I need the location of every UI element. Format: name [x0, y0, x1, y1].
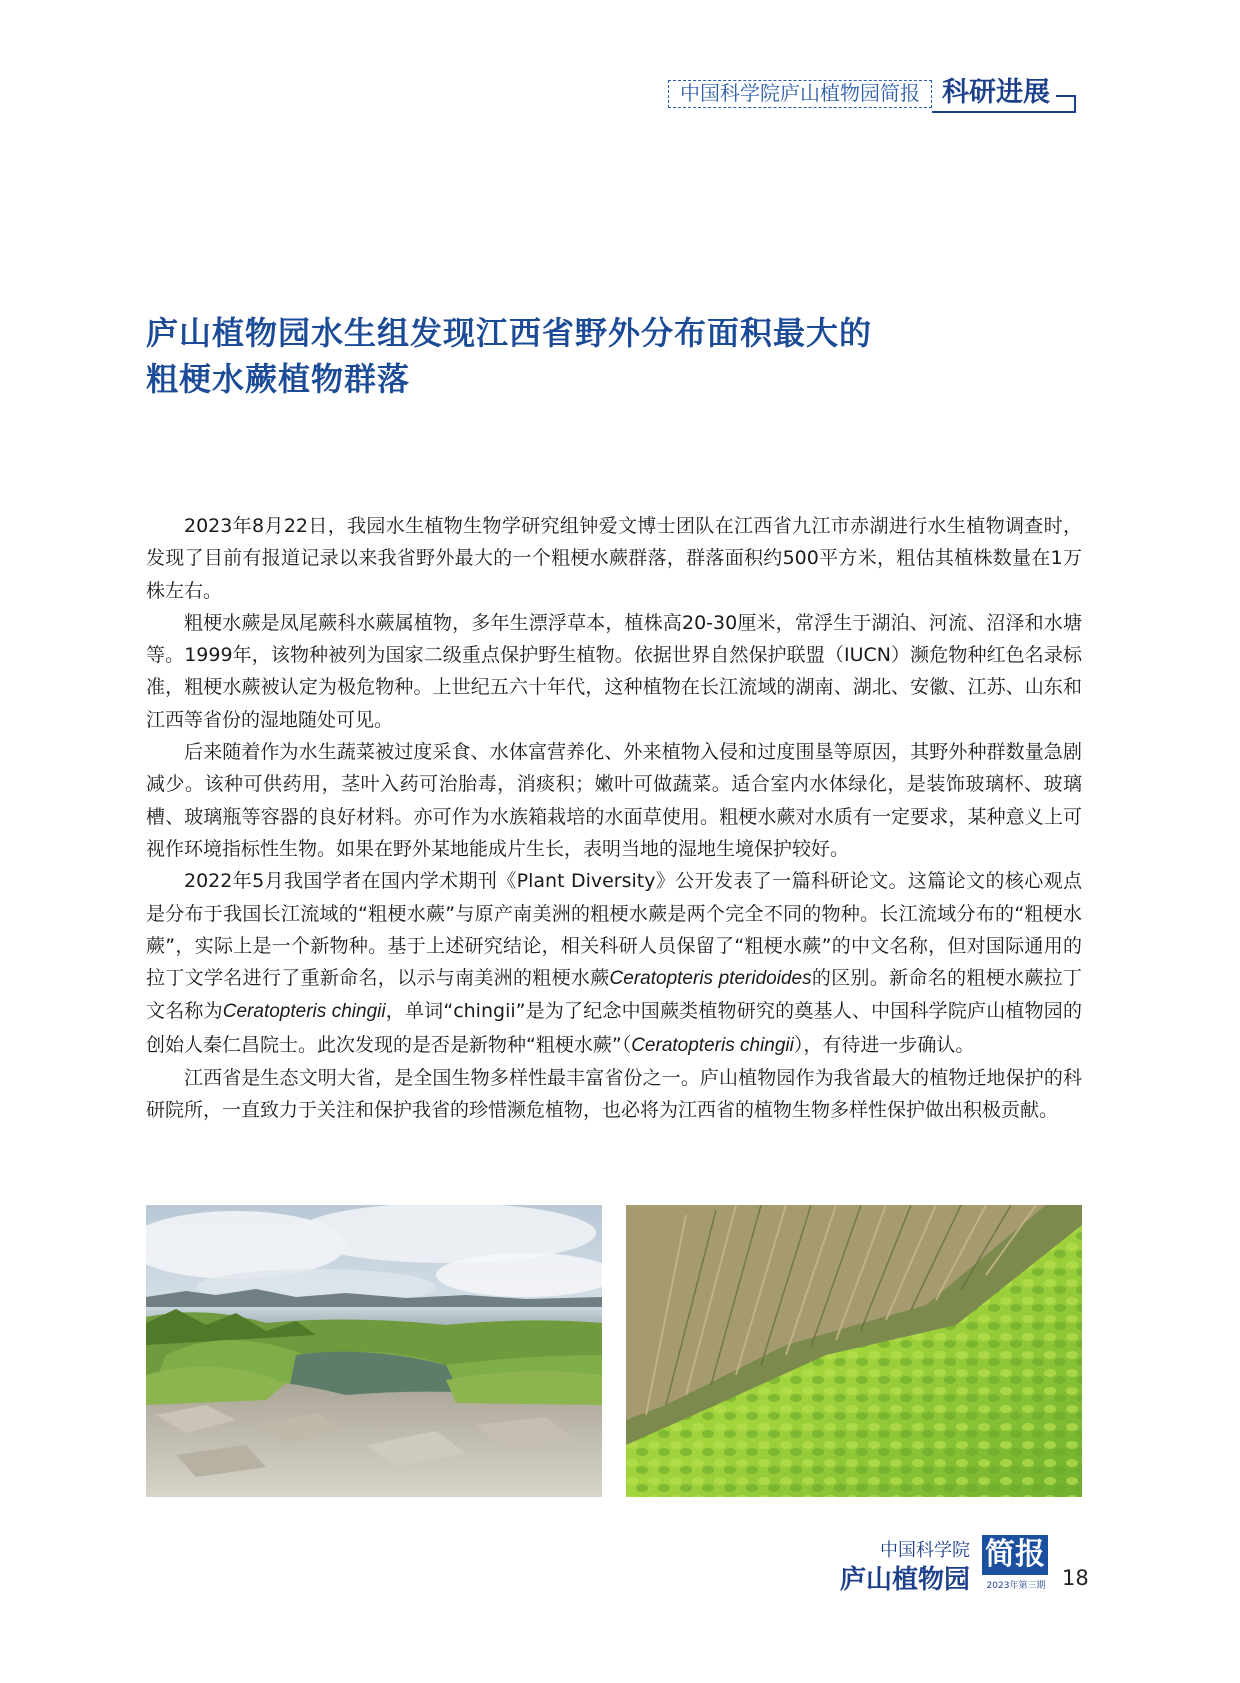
paragraph-5: 江西省是生态文明大省，是全国生物多样性最丰富省份之一。庐山植物园作为我省最大的植物迁地保护的科研院所，一直致力于关注和保护我省的珍惜濒危植物，也必将为江西省的植物生物多样性保护做出积极贡献。 — [146, 1067, 1082, 1122]
paragraph-3: 后来随着作为水生蔬菜被过度采食、水体富营养化、外来植物入侵和过度围垦等原因，其野外种群数量急剧减少。该种可供药用，茎叶入药可治胎毒，消痰积；嫩叶可做蔬菜。适合室内水体绿化，是装饰玻璃杯、玻璃槽、玻璃瓶等容器的良好材料。亦可作为水族箱栽培的水面草使用。粗梗水蕨对水质有一定要求，某种意义上可视作环境指标性生物。如果在野外某地能成片生长，表明当地的湿地生境保护较好。 — [146, 741, 1082, 860]
footer-org: 中国科学院 — [880, 1540, 970, 1561]
page-number: 18 — [1062, 1566, 1089, 1590]
paragraph-4-part-c: ，单词“chingii”是为了纪念中国蕨类植物研究的奠基人、中国科学院庐山植物园的创始人秦仁昌院士。此次发现的是否是新物种“粗梗水蕨”（ — [146, 1000, 1082, 1056]
article-body — [146, 510, 1082, 1127]
title-line-2: 粗梗水蕨植物群落 — [146, 360, 411, 398]
paragraph-4-part-a: 2022年5月我国学者在国内学术期刊《Plant Diversity》公开发表了一篇科研论文。这篇论文的核心观点是分布于我国长江流域的“粗梗水蕨”与原产南美洲的粗梗水蕨是两个完全不同的物种。长江流域分布的“粗梗水蕨”，实际上是一个新物种。基于上述研究结论，相关科研人员保留了“粗梗水蕨”的中文名称，但对国际通用的拉丁文学名进行了重新命名，以示与南美洲的粗梗水蕨 — [146, 870, 1082, 990]
header-rule — [932, 111, 1076, 113]
scientific-name: Ceratopteris pteridoides — [609, 968, 812, 990]
paragraph-4 — [146, 865, 1082, 1062]
scientific-name: Ceratopteris chingii — [222, 1001, 386, 1023]
lakeshore-photo — [146, 1205, 602, 1497]
paragraph-2: 粗梗水蕨是凤尾蕨科水蕨属植物，多年生漂浮草本，植株高20-30厘米，常浮生于湖泊、河流、沼泽和水塘等。1999年，该物种被列为国家二级重点保护野生植物。依据世界自然保护联盟（IUCN）濒危物种红色名录标准，粗梗水蕨被认定为极危物种。上世纪五六十年代，这种植物在长江流域的湖南、湖北、安徽、江苏、山东和江西等省份的湿地随处可见。 — [146, 611, 1082, 731]
footer-garden-name: 庐山植物园 — [840, 1565, 971, 1595]
section-label: 科研进展 — [942, 77, 1050, 108]
header-rule-tick — [1056, 95, 1076, 97]
paragraph-1: 2023年8月22日，我园水生植物生物学研究组钟爱文博士团队在江西省九江市赤湖进行水生植物调查时，发现了目前有报道记录以来我省野外最大的一个粗梗水蕨群落，群落面积约500平方米，粗估其植株数量在1万株左右。 — [146, 515, 1082, 602]
paragraph-4-part-d: ），有待进一步确认。 — [793, 1033, 975, 1056]
scientific-name: Ceratopteris chingii — [631, 1034, 794, 1056]
article-title — [146, 310, 1046, 402]
header-rule-end — [1074, 95, 1076, 113]
publication-label: 中国科学院庐山植物园简报 — [668, 80, 932, 108]
paragraph-4-part-b: 的区别。新命名的粗梗水蕨拉丁文名称为 — [146, 967, 1082, 1023]
title-line-1: 庐山植物园水生组发现江西省野外分布面积最大的 — [146, 314, 873, 352]
footer-brief-logo: 简报 — [982, 1535, 1048, 1575]
footer-issue: 2023年第三期 — [986, 1581, 1046, 1591]
fern-colony-photo — [626, 1205, 1082, 1497]
